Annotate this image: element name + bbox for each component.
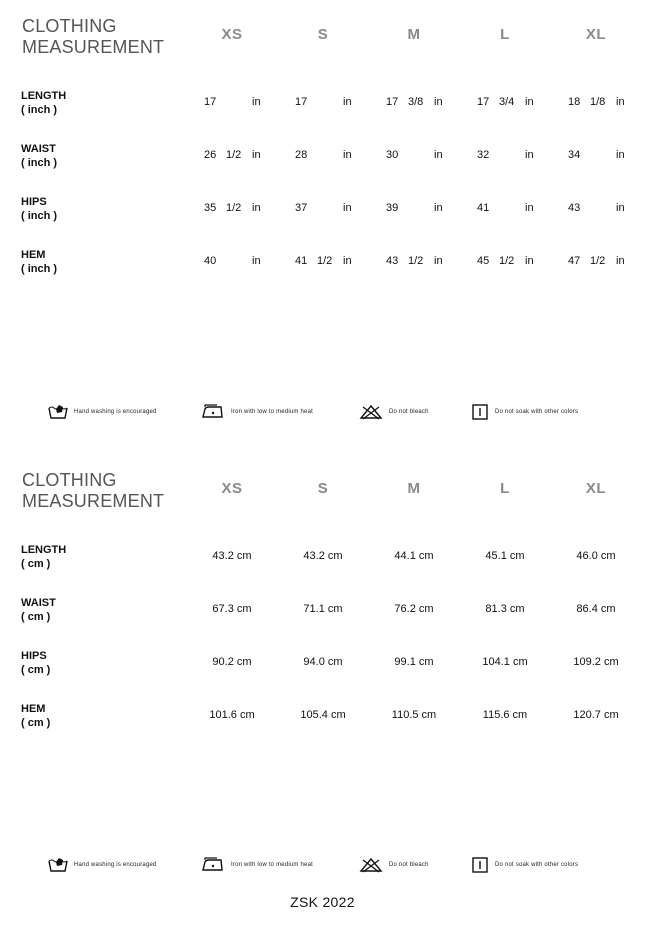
cm-size-xs: XS: [221, 480, 243, 497]
cell-fraction: 1/2: [408, 255, 424, 267]
row-label-unit: ( cm ): [21, 717, 51, 729]
row-label-hips: [21, 195, 57, 223]
care-text-no-bleach-2: Do not bleach: [389, 862, 429, 868]
care-text-no-bleach: Do not bleach: [389, 409, 429, 415]
cell-fraction: 1/8: [590, 96, 606, 108]
cell-unit: in: [252, 255, 261, 267]
care-item-no-bleach: [359, 404, 429, 420]
cell-unit: in: [525, 149, 534, 161]
cm-measure-cell: 101.6 cm: [209, 709, 255, 721]
cm-size-s: S: [317, 480, 329, 497]
cell-fraction: 1/2: [226, 149, 242, 161]
cell-whole: 43: [568, 202, 581, 214]
cell-whole: 28: [295, 149, 308, 161]
no-bleach-icon: [359, 404, 383, 420]
row-label-text: WAIST: [21, 143, 56, 155]
cell-unit: in: [252, 96, 261, 108]
cell-unit: in: [434, 255, 443, 267]
row-label-text: LENGTH: [21, 90, 67, 102]
cell-unit: in: [343, 96, 352, 108]
cm-row-label-length: [21, 543, 66, 571]
row-label-unit: ( cm ): [21, 664, 51, 676]
row-label-unit: ( inch ): [21, 210, 58, 222]
cm-measure-cell: 76.2 cm: [394, 603, 434, 615]
cell-unit: in: [525, 202, 534, 214]
cell-unit: in: [343, 149, 352, 161]
cell-whole: 30: [386, 149, 399, 161]
row-label-text: LENGTH: [21, 544, 67, 556]
cell-whole: 43: [386, 255, 399, 267]
size-l: L: [500, 26, 510, 43]
care-item-hand-wash: [48, 404, 157, 420]
cm-measure-cell: 99.1 cm: [394, 656, 434, 668]
inch-title-line1: CLOTHING: [22, 16, 117, 36]
cell-whole: 35: [204, 202, 217, 214]
cm-measure-cell: 44.1 cm: [394, 550, 434, 562]
cell-unit: in: [616, 96, 625, 108]
iron-low-heat-icon: [201, 404, 225, 420]
cell-fraction: 1/2: [499, 255, 515, 267]
care-text-no-soak-2: Do not soak with other colors: [495, 862, 579, 868]
row-label-unit: ( inch ): [21, 263, 58, 275]
care-text-hand-wash-2: Hand washing is encouraged: [74, 862, 157, 868]
cell-fraction: 1/2: [590, 255, 606, 267]
cm-size-xl: XL: [585, 480, 607, 497]
cell-whole: 32: [477, 149, 490, 161]
no-soak-icon: [471, 404, 489, 420]
row-label-unit: ( inch ): [21, 104, 58, 116]
iron-low-heat-icon: [201, 857, 225, 873]
care-text-iron: Iron with low to medium heat: [231, 409, 313, 415]
cm-size-l: L: [500, 480, 510, 497]
cell-unit: in: [616, 149, 625, 161]
cell-unit: in: [252, 202, 261, 214]
care-item-iron: [201, 404, 313, 420]
size-m: M: [407, 26, 421, 43]
cm-size-m: M: [407, 480, 421, 497]
cm-measure-cell: 110.5 cm: [391, 709, 437, 721]
cm-measure-cell: 109.2 cm: [573, 656, 619, 668]
cm-measure-cell: 71.1 cm: [303, 603, 343, 615]
cell-unit: in: [252, 149, 261, 161]
cell-unit: in: [434, 96, 443, 108]
cm-measure-cell: 45.1 cm: [485, 550, 525, 562]
cell-unit: in: [343, 255, 352, 267]
row-label-text: HEM: [21, 249, 46, 261]
cell-whole: 17: [204, 96, 217, 108]
size-s: S: [317, 26, 329, 43]
cell-whole: 26: [204, 149, 217, 161]
row-label-text: WAIST: [21, 597, 56, 609]
cell-unit: in: [343, 202, 352, 214]
row-label-text: HIPS: [21, 650, 47, 662]
cell-unit: in: [434, 149, 443, 161]
cm-measure-cell: 94.0 cm: [303, 656, 343, 668]
cell-whole: 37: [295, 202, 308, 214]
hand-wash-icon: [48, 404, 68, 420]
size-xs: XS: [221, 26, 243, 43]
cell-unit: in: [616, 255, 625, 267]
cell-fraction: 3/4: [499, 96, 515, 108]
cm-measure-cell: 86.4 cm: [576, 603, 616, 615]
cell-whole: 17: [295, 96, 308, 108]
cm-measure-cell: 81.3 cm: [485, 603, 525, 615]
no-soak-icon: [471, 857, 489, 873]
cm-measure-cell: 46.0 cm: [576, 550, 616, 562]
inch-title-line2: MEASUREMENT: [22, 37, 165, 57]
care-text-no-soak: Do not soak with other colors: [495, 409, 579, 415]
cell-whole: 17: [386, 96, 399, 108]
care-item-no-soak: [471, 404, 578, 420]
cell-whole: 17: [477, 96, 490, 108]
care-text-hand-wash: Hand washing is encouraged: [74, 409, 157, 415]
row-label-length: [21, 89, 66, 117]
cm-measure-cell: 115.6 cm: [482, 709, 528, 721]
cell-whole: 40: [204, 255, 217, 267]
cm-table-title: [22, 470, 164, 512]
cm-row-label-waist: [21, 596, 56, 624]
cm-measure-cell: 120.7 cm: [573, 709, 619, 721]
cm-row-label-hem: [21, 702, 50, 730]
cm-title-line2: MEASUREMENT: [22, 491, 165, 511]
row-label-hem: [21, 248, 57, 276]
no-bleach-icon: [359, 857, 383, 873]
cm-row-label-hips: [21, 649, 50, 677]
care-item-hand-wash-2: [48, 857, 157, 873]
care-instructions-1: [0, 404, 645, 424]
cell-whole: 39: [386, 202, 399, 214]
row-label-waist: [21, 142, 57, 170]
care-text-iron-2: Iron with low to medium heat: [231, 862, 313, 868]
hand-wash-icon: [48, 857, 68, 873]
footer-brand: ZSK 2022: [290, 894, 355, 910]
cm-measure-cell: 104.1 cm: [482, 656, 528, 668]
cell-unit: in: [434, 202, 443, 214]
cell-whole: 41: [295, 255, 308, 267]
inch-table-title: [22, 16, 164, 58]
care-item-no-soak-2: [471, 857, 578, 873]
row-label-unit: ( cm ): [21, 611, 51, 623]
cm-measure-cell: 105.4 cm: [300, 709, 346, 721]
cell-whole: 41: [477, 202, 490, 214]
care-item-iron-2: [201, 857, 313, 873]
care-instructions-2: [0, 857, 645, 877]
row-label-text: HEM: [21, 703, 46, 715]
care-item-no-bleach-2: [359, 857, 429, 873]
cell-unit: in: [525, 96, 534, 108]
cell-fraction: 1/2: [317, 255, 333, 267]
row-label-unit: ( inch ): [21, 157, 58, 169]
cell-whole: 18: [568, 96, 581, 108]
cm-title-line1: CLOTHING: [22, 470, 117, 490]
cell-whole: 47: [568, 255, 581, 267]
size-xl: XL: [585, 26, 607, 43]
cell-fraction: 3/8: [408, 96, 424, 108]
row-label-unit: ( cm ): [21, 558, 51, 570]
cm-measure-cell: 43.2 cm: [212, 550, 252, 562]
cm-measure-cell: 43.2 cm: [303, 550, 343, 562]
cell-fraction: 1/2: [226, 202, 242, 214]
cell-whole: 34: [568, 149, 581, 161]
cell-unit: in: [525, 255, 534, 267]
cm-measure-cell: 90.2 cm: [212, 656, 252, 668]
cm-measure-cell: 67.3 cm: [212, 603, 252, 615]
row-label-text: HIPS: [21, 196, 47, 208]
cell-unit: in: [616, 202, 625, 214]
cell-whole: 45: [477, 255, 490, 267]
